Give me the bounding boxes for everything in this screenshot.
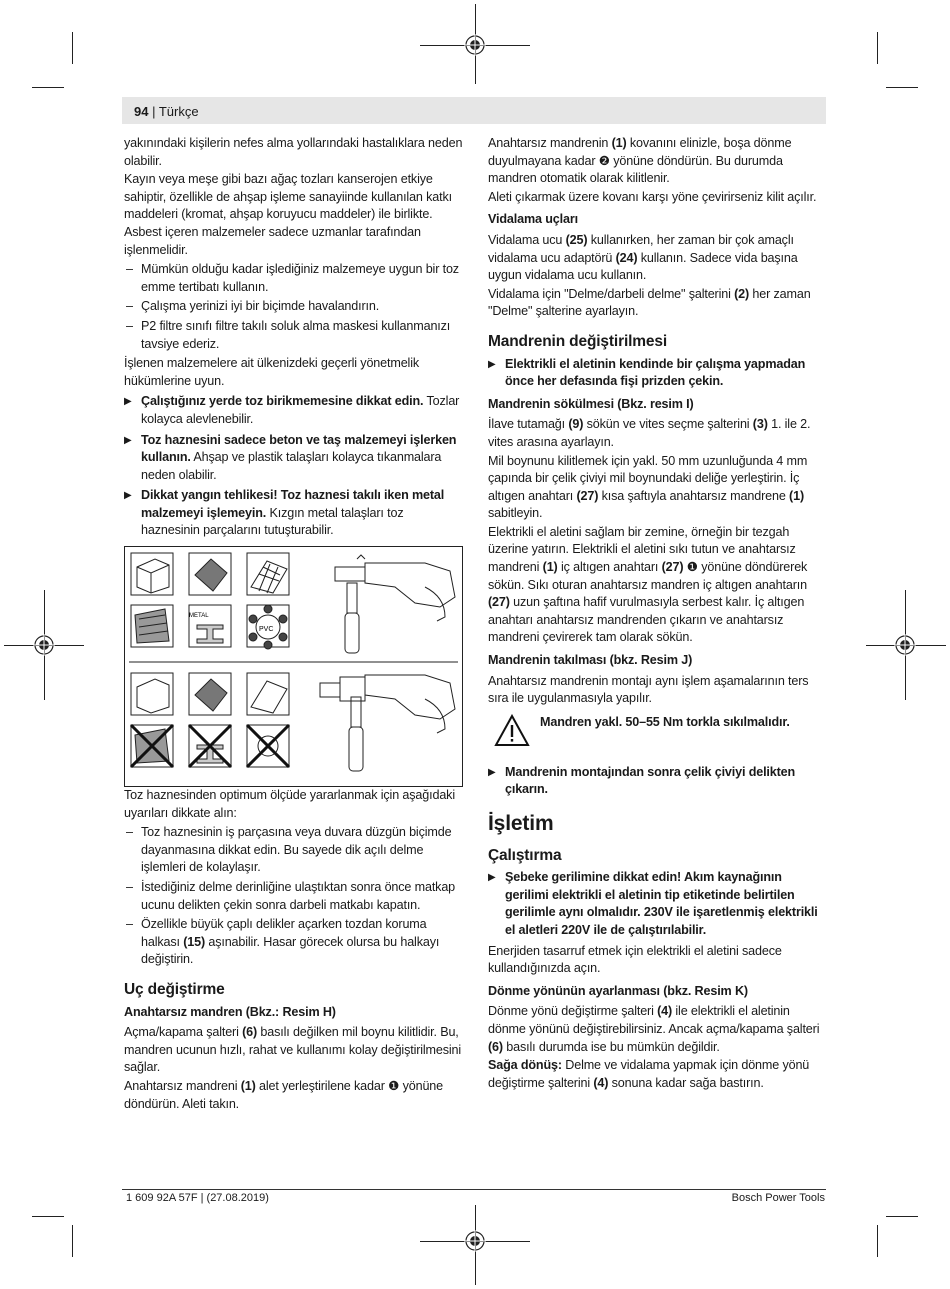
right-column [488, 135, 826, 1093]
text: Açma/kapama şalteri [124, 1025, 243, 1040]
text: alet yerleştirilene kadar ❶ yönüne döndürün. Aleti takın. [124, 1078, 444, 1111]
text: Elektrikli el aletini sağlam bir zemine, örneğin bir tezgah üzerine yatırın. Elektrikli el aletini sıkı tutun ve anahtarsız mandreni [488, 524, 796, 575]
subsection-heading: Mandrenin sökülmesi (Bkz. resim I) [488, 396, 694, 411]
text: kovanını elinizle, boşa dönme duyulmayana kadar ❷ yönüne döndürün. Bu durumda mandren otomatik olarak kilitlenir. [488, 136, 792, 186]
registration-mark-icon [464, 1230, 486, 1252]
part-reference: (4) [657, 1004, 673, 1019]
part-reference: (3) [752, 417, 768, 432]
crop-mark [72, 1225, 73, 1257]
dash-list-item [124, 916, 464, 969]
text: basılı durumda ise bu mümkün değildir. [502, 1039, 720, 1054]
registration-mark-icon [894, 634, 916, 656]
part-reference: (15) [183, 934, 205, 949]
crop-mark [886, 1216, 918, 1217]
part-reference: (1) [542, 560, 558, 575]
warning-list-item [124, 432, 464, 485]
dash-list-item: – Toz haznesinin iş parçasına veya duvara düzgün biçimde dayanmasına dikkat edin. Bu sayede dik açılı delme işlemleri de kolaylaşır. [124, 824, 464, 877]
footer-divider [122, 1189, 826, 1190]
paragraph [488, 1057, 826, 1092]
text: Anahtarsız mandreni [124, 1078, 241, 1093]
warning-bold: Şebeke gerilimine dikkat edin! Akım kaynağının gerilimi elektrikli el aletinin tip etiketinde belirtilen gerilimle aynı olmalıdır. 230V ile işaretlenmiş elektrikli el aletleri 220V ile de çalıştırılabilir. [505, 870, 818, 937]
inline-bold-label: Sağa dönüş: [488, 1058, 562, 1073]
section-heading: Çalıştırma [488, 846, 562, 864]
paragraph: İşlenen malzemelere ait ülkenizdeki geçerli yönetmelik hükümlerine uyun. [124, 356, 419, 388]
page-number: 94 [134, 104, 149, 119]
header-language: Türkçe [158, 104, 199, 119]
part-reference: (1) [240, 1078, 256, 1093]
part-reference: (27) [661, 560, 684, 575]
chapter-heading: İşletim [488, 812, 554, 835]
figure-label-pvc: PVC [259, 626, 274, 633]
page-header-bar [122, 97, 826, 124]
dash-list-item: – Çalışma yerinizi iyi bir biçimde havalandırın. [124, 298, 464, 316]
registration-mark-icon [33, 634, 55, 656]
text: İlave tutamağı [488, 417, 569, 432]
paragraph [488, 1003, 826, 1056]
paragraph [124, 1078, 464, 1113]
subsection-heading: Anahtarsız mandren (Bkz.: Resim H) [124, 1004, 336, 1019]
warning-bold: Mandrenin montajından sonra çelik çiviyi delikten çıkarın. [505, 764, 796, 797]
warning-text: Kızgın metal talaşları toz haznesinin parçalarını tutuşturabilir. [141, 505, 404, 538]
part-reference: (25) [565, 232, 588, 247]
paragraph [488, 416, 826, 451]
text: iç altıgen anahtarı [557, 560, 662, 575]
warning-list-item [124, 393, 464, 428]
material-illustration [125, 547, 462, 786]
caution-text: Mandren yakl. 50–55 Nm torkla sıkılmalıdır. [540, 714, 790, 729]
header-separator: | [148, 104, 159, 119]
warning-list-item [124, 487, 464, 540]
page-header [134, 104, 199, 119]
paragraph [488, 453, 826, 523]
paragraph: Toz haznesinden optimum ölçüde yararlanmak için aşağıdaki uyarıları dikkate alın: [124, 788, 455, 820]
warning-bold: Dikkat yangın tehlikesi! Toz haznesi takılı iken metal malzemeyi işlemeyin. [141, 488, 445, 520]
text: Özellikle büyük çaplı delikler açarken tozdan koruma halkası [141, 917, 427, 949]
text: Mil boynunu kilitlemek için yakl. 50 mm uzunluğunda 4 mm çapında bir çelik çiviyi mil boynundaki deliğe yerleştirin. İç altıgen anahtarı [488, 453, 808, 503]
section-heading: Mandrenin değiştirilmesi [488, 332, 667, 350]
warning-triangle-icon [494, 714, 530, 748]
warning-bold: Çalıştığınız yerde toz birikmemesine dikkat edin. [141, 394, 424, 409]
dust-container-material-figure [124, 546, 463, 787]
part-reference: (24) [615, 250, 638, 265]
warning-list-item [488, 356, 826, 391]
warning-text: Tozlar kolayca alevlenebilir. [141, 394, 460, 426]
footer-brand: Bosch Power Tools [731, 1192, 825, 1204]
text: Dönme yönü değiştirme şalteri [488, 1004, 658, 1019]
crop-mark [72, 32, 73, 64]
paragraph [488, 232, 826, 285]
crop-mark [877, 1225, 878, 1257]
text: ❶ yönüne döndürerek sökün. Sıkı oturan anahtarsız mandren iç altıgen anahtarın [488, 560, 808, 592]
crop-mark [877, 32, 878, 64]
text: sabitleyin. [488, 506, 543, 521]
warning-list-item [488, 764, 826, 799]
part-reference: (9) [568, 417, 584, 432]
subsection-heading: Mandrenin takılması (bkz. Resim J) [488, 653, 693, 668]
part-reference: (1) [611, 136, 627, 150]
paragraph: Enerjiden tasarruf etmek için elektrikli el aletini sadece kullandığınızda açın. [488, 943, 782, 976]
part-reference: (2) [734, 286, 750, 301]
text: uzun şaftına hafif vurulmasıyla serbest kalır. İç altıgen anahtarı anahtarsız mandrenden çıkarın ve anahtarsız mandreni çevirerek tam olarak sökün. [488, 595, 805, 645]
footer-doc-id: 1 609 92A 57F | (27.08.2019) [126, 1192, 269, 1204]
dash-list-item: – Mümkün olduğu kadar işlediğiniz malzemeye uygun bir toz emme tertibatı kullanın. [124, 261, 464, 296]
text: sökün ve vites seçme şalterini [583, 417, 753, 432]
left-column-top [124, 135, 464, 543]
left-column-bottom [124, 787, 464, 1114]
crop-mark [32, 1216, 64, 1217]
part-reference: (27) [488, 595, 510, 610]
subsection-heading: Vidalama uçları [488, 212, 578, 227]
text: Anahtarsız mandrenin [488, 136, 612, 150]
paragraph: Anahtarsız mandrenin montajı aynı işlem aşamalarının ters sıra ile uygulanmasıyla yapılır. [488, 673, 809, 706]
part-reference: (6) [242, 1025, 258, 1040]
dash-list-item: – İstediğiniz delme derinliğine ulaştıktan sonra önce matkap ucunu delikten çekin sonra darbeli matkabı kapatın. [124, 879, 464, 914]
text: kullanın. Sadece vida başına uygun vidalama ucu kullanın. [488, 250, 798, 283]
paragraph [488, 524, 826, 647]
text: her zaman "Delme" şalterine ayarlayın. [488, 286, 811, 319]
text: basılı değilken mil boynu kilitlidir. Bu, mandren ucunun hızlı, rahat ve kullanımı kolay değiştirilmesini sağlar. [124, 1025, 462, 1075]
text: 1. ile 2. vites arasına ayarlayın. [488, 417, 811, 449]
paragraph: Kayın veya meşe gibi bazı ağaç tozları kanserojen etkiye sahiptir, özellikle de ahşap işleme sanayiinde kullanılan katkı maddeleri (kromat, ahşap koruyucu maddeler) ile birlikte. Asbest içeren malzemeler sadece uzmanlar tarafından işlenmelidir. [124, 172, 452, 257]
warning-bold: Elektrikli el aletinin kendinde bir çalışma yapmadan önce her defasında fişi prizden çekin. [505, 356, 806, 389]
text: kısa şaftıyla anahtarsız mandrene [598, 488, 790, 503]
paragraph: Aleti çıkarmak üzere kovanı karşı yöne çevirirseniz kilit açılır. [488, 189, 817, 204]
paragraph [488, 135, 826, 188]
paragraph: yakınındaki kişilerin nefes alma yollarındaki hastalıklara neden olabilir. [124, 136, 463, 168]
text: Vidalama ucu [488, 232, 566, 247]
part-reference: (1) [789, 488, 804, 503]
paragraph [124, 1024, 464, 1077]
registration-mark-icon [464, 34, 486, 56]
text: kullanırken, her zaman bir çok amaçlı vidalama ucu adaptörü [488, 232, 794, 265]
crop-mark [886, 87, 918, 88]
part-reference: (27) [576, 488, 599, 503]
dash-list-item: – P2 filtre sınıfı filtre takılı soluk alma maskesi kullanmanızı tavsiye ederiz. [124, 318, 464, 353]
figure-label-metal: METAL [189, 613, 209, 619]
crop-mark [32, 87, 64, 88]
text: aşınabilir. Hasar görecek olursa bu halkayı değiştirin. [141, 934, 440, 967]
text: sonuna kadar sağa bastırın. [608, 1075, 764, 1090]
warning-bold: Toz haznesini sadece beton ve taş malzemeyi işlerken kullanın. [141, 432, 457, 465]
text: Vidalama için "Delme/darbeli delme" şalterini [488, 286, 735, 301]
text: ile elektrikli el aletinin dönme yönünü değiştirebilirsiniz. Ancak açma/kapama şalteri [488, 1004, 820, 1036]
subsection-heading: Dönme yönünün ayarlanması (bkz. Resim K) [488, 983, 748, 998]
caution-note [488, 714, 826, 754]
part-reference: (6) [488, 1039, 503, 1054]
paragraph [488, 286, 826, 321]
text: Delme ve vidalama yapmak için dönme yönü değiştirme şalterini [488, 1058, 810, 1090]
section-heading: Uç değiştirme [124, 980, 225, 998]
warning-list-item [488, 869, 826, 939]
part-reference: (4) [593, 1075, 609, 1090]
warning-text: Ahşap ve plastik talaşları kolayca tıkanmalara neden olabilir. [141, 450, 442, 482]
